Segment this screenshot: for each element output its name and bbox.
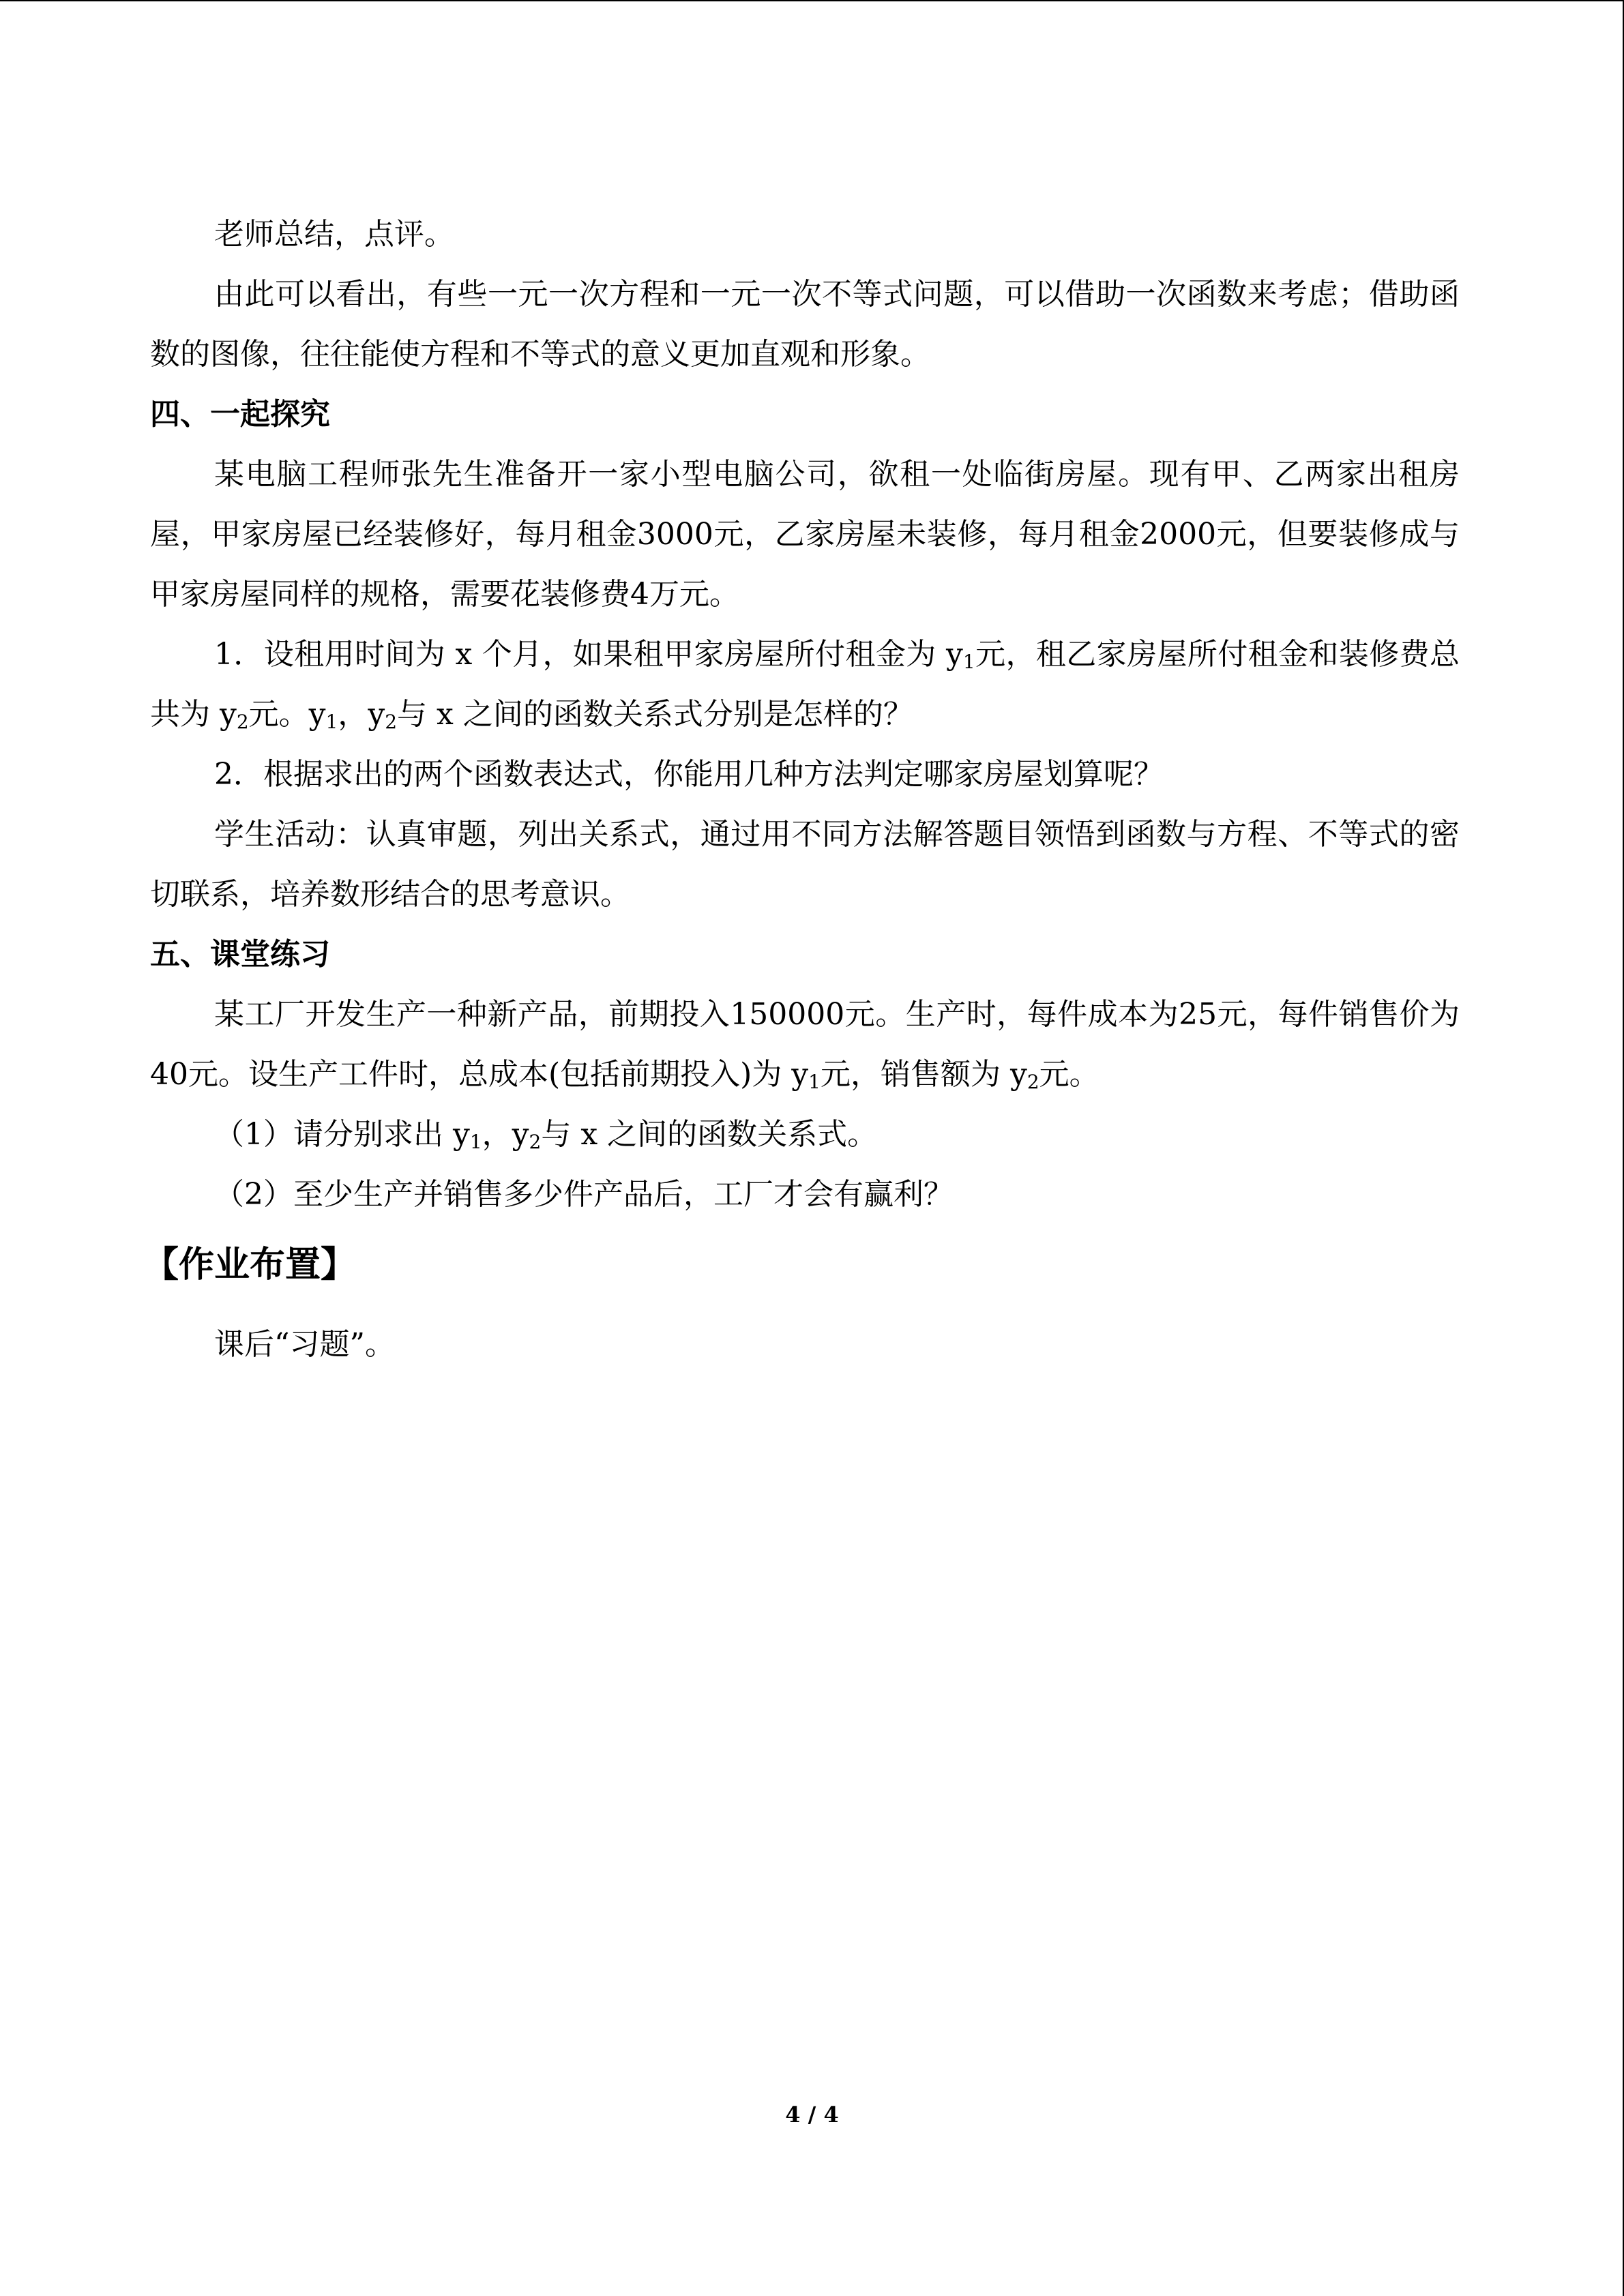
subscript: 2: [236, 711, 249, 733]
question-1-part: 1．设租用时间为 x 个月，如果租甲家房屋所付租金为 y: [214, 637, 963, 672]
homework-heading: 【作业布置】: [143, 1244, 357, 1285]
document-body: [143, 205, 1460, 1375]
question-2: 2．根据求出的两个函数表达式，你能用几种方法判定哪家房屋划算呢？: [214, 757, 1164, 792]
exercise-1: [150, 1105, 1460, 1165]
subscript: 2: [385, 711, 398, 733]
question-1-part: 元。y: [248, 697, 326, 732]
page-top-border: [0, 0, 1624, 1]
section-heading-explore: 四、一起探究: [150, 397, 330, 432]
subscript: 1: [325, 711, 338, 733]
question-1-part: 元，租乙家房屋所付租金和装修费总共为 y: [150, 637, 1460, 732]
question-1: [150, 625, 1460, 745]
exercise-1-part: 与 x 之间的函数关系式。: [541, 1117, 878, 1152]
conclusion-paragraph: 由此可以看出，有些一元一次方程和一元一次不等式问题，可以借助一次函数来考虑；借助函数的图像，往往能使方程和不等式的意义更加直观和形象。: [150, 277, 1460, 372]
subscript: 1: [469, 1131, 482, 1153]
practice-problem-paragraph: [150, 985, 1460, 1105]
subscript: 1: [808, 1071, 821, 1093]
explore-problem-paragraph: 某电脑工程师张先生准备开一家小型电脑公司，欲租一处临街房屋。现有甲、乙两家出租房屋，甲家房屋已经装修好，每月租金3000元，乙家房屋未装修，每月租金2000元，但要装修成与甲家房屋同样的规格，需要花装修费4万元。: [150, 457, 1460, 612]
subscript: 1: [962, 651, 975, 673]
exercise-2: （2）至少生产并销售多少件产品后，工厂才会有赢利？: [214, 1177, 954, 1212]
practice-part: 元。: [1039, 1057, 1099, 1092]
section-heading-practice: 五、课堂练习: [150, 937, 330, 972]
question-1-part: ，y: [338, 697, 385, 732]
student-activity-paragraph: 学生活动：认真审题，列出关系式，通过用不同方法解答题目领悟到函数与方程、不等式的密切联系，培养数形结合的思考意识。: [150, 817, 1460, 912]
exercise-1-part: （1）请分别求出 y: [214, 1117, 470, 1152]
exercise-1-part: ，y: [482, 1117, 529, 1152]
homework-text: 课后“习题”。: [214, 1327, 395, 1362]
page-number: 4 / 4: [785, 2102, 839, 2128]
practice-part: 某工厂开发生产一种新产品，前期投入150000元。生产时，每件成本为25元，每件销售价为40元。设生产工件时，总成本(包括前期投入)为 y: [150, 997, 1460, 1092]
subscript: 2: [529, 1131, 542, 1153]
question-1-part: 与 x 之间的函数关系式分别是怎样的？: [397, 697, 913, 732]
teacher-summary-paragraph: 老师总结，点评。: [214, 217, 454, 252]
practice-part: 元，销售额为 y: [821, 1057, 1027, 1092]
subscript: 2: [1027, 1071, 1039, 1093]
